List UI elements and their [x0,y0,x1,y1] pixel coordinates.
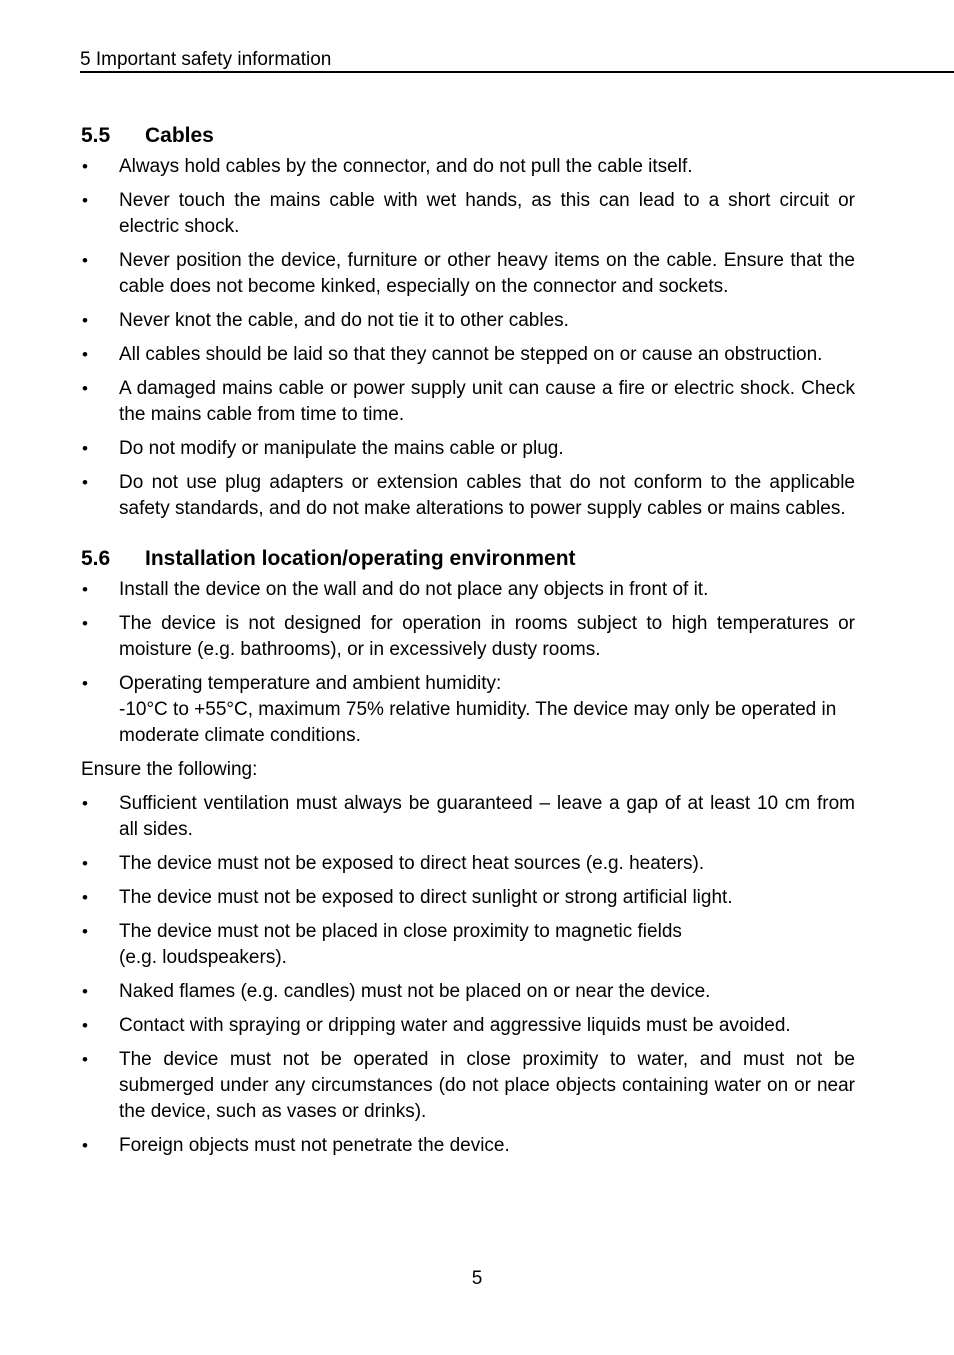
page-body [81,121,855,1167]
bullet-icon: • [82,888,88,907]
bullet-icon: • [82,311,88,330]
list-item: • Do not use plug adapters or extension cables that do not conform to the applicable safety standards, and do not make alterations to power supply cables or mains cables. [82,472,855,519]
list-item: • The device must not be exposed to direct sunlight or strong artificial light. [81,885,855,911]
ensure-list [81,791,855,1159]
bullet-icon: • [82,251,88,270]
list-item: • The device must not be placed in close proximity to magnetic fields (e.g. loudspeakers). [82,921,682,968]
running-header-title: 5 Important safety information [80,49,332,70]
bullet-icon: • [82,854,88,873]
bullet-icon: • [82,1050,88,1069]
bullet-icon: • [82,379,88,398]
bullet-icon: • [82,580,88,599]
bullet-icon: • [82,794,88,813]
section-heading-cables [81,121,855,151]
list-item: • A damaged mains cable or power supply unit can cause a fire or electric shock. Check the mains cable from time to time. [82,378,855,425]
section-title: Cables [145,124,214,147]
cables-list [81,154,855,522]
section-number: 5.6 [81,547,111,570]
list-item: • Foreign objects must not penetrate the device. [81,1133,855,1159]
bullet-icon: • [82,614,88,633]
list-item: • Do not modify or manipulate the mains cable or plug. [81,436,855,462]
list-item: • Never touch the mains cable with wet hands, as this can lead to a short circuit or electric shock. [82,190,855,237]
bullet-icon: • [82,1016,88,1035]
list-item: • Contact with spraying or dripping water and aggressive liquids must be avoided. [81,1013,855,1039]
list-item: • Never position the device, furniture or other heavy items on the cable. Ensure that the cable does not become kinked, especially on the connector and sockets. [82,250,855,297]
bullet-icon: • [82,922,88,941]
bullet-icon: • [82,439,88,458]
list-item: • Always hold cables by the connector, and do not pull the cable itself. [81,154,855,180]
list-item: • Operating temperature and ambient humidity: -10°C to +55°C, maximum 75% relative humidity. The device may only be operated in moderate climate conditions. [82,673,837,746]
installation-list [81,577,855,749]
section-spacer [81,530,855,544]
list-item: • Install the device on the wall and do not place any objects in front of it. [81,577,855,603]
bullet-icon: • [82,982,88,1001]
bullet-icon: • [82,157,88,176]
section-title: Installation location/operating environment [145,547,576,570]
list-item: • All cables should be laid so that they cannot be stepped on or cause an obstruction. [81,342,855,368]
list-item: • The device must not be exposed to direct heat sources (e.g. heaters). [81,851,855,877]
bullet-icon: • [82,191,88,210]
bullet-icon: • [82,1136,88,1155]
list-item: • Sufficient ventilation must always be guaranteed – leave a gap of at least 10 cm from all sides. [82,793,855,840]
list-item: • Naked flames (e.g. candles) must not be placed on or near the device. [81,979,855,1005]
ensure-intro: Ensure the following: [81,759,258,780]
list-item: • Never knot the cable, and do not tie it to other cables. [81,308,855,334]
bullet-icon: • [82,674,88,693]
bullet-icon: • [82,473,88,492]
list-item: • The device is not designed for operation in rooms subject to high temperatures or moisture (e.g. bathrooms), or in excessively dusty rooms. [82,613,855,660]
list-item: • The device must not be operated in close proximity to water, and must not be submerged under any circumstances (do not place objects containing water on or near the device, such as vases or drinks). [82,1049,855,1122]
bullet-icon: • [82,345,88,364]
section-heading-installation [81,544,855,574]
running-header [80,48,954,73]
page-number: 5 [471,1268,483,1289]
section-number: 5.5 [81,124,111,147]
